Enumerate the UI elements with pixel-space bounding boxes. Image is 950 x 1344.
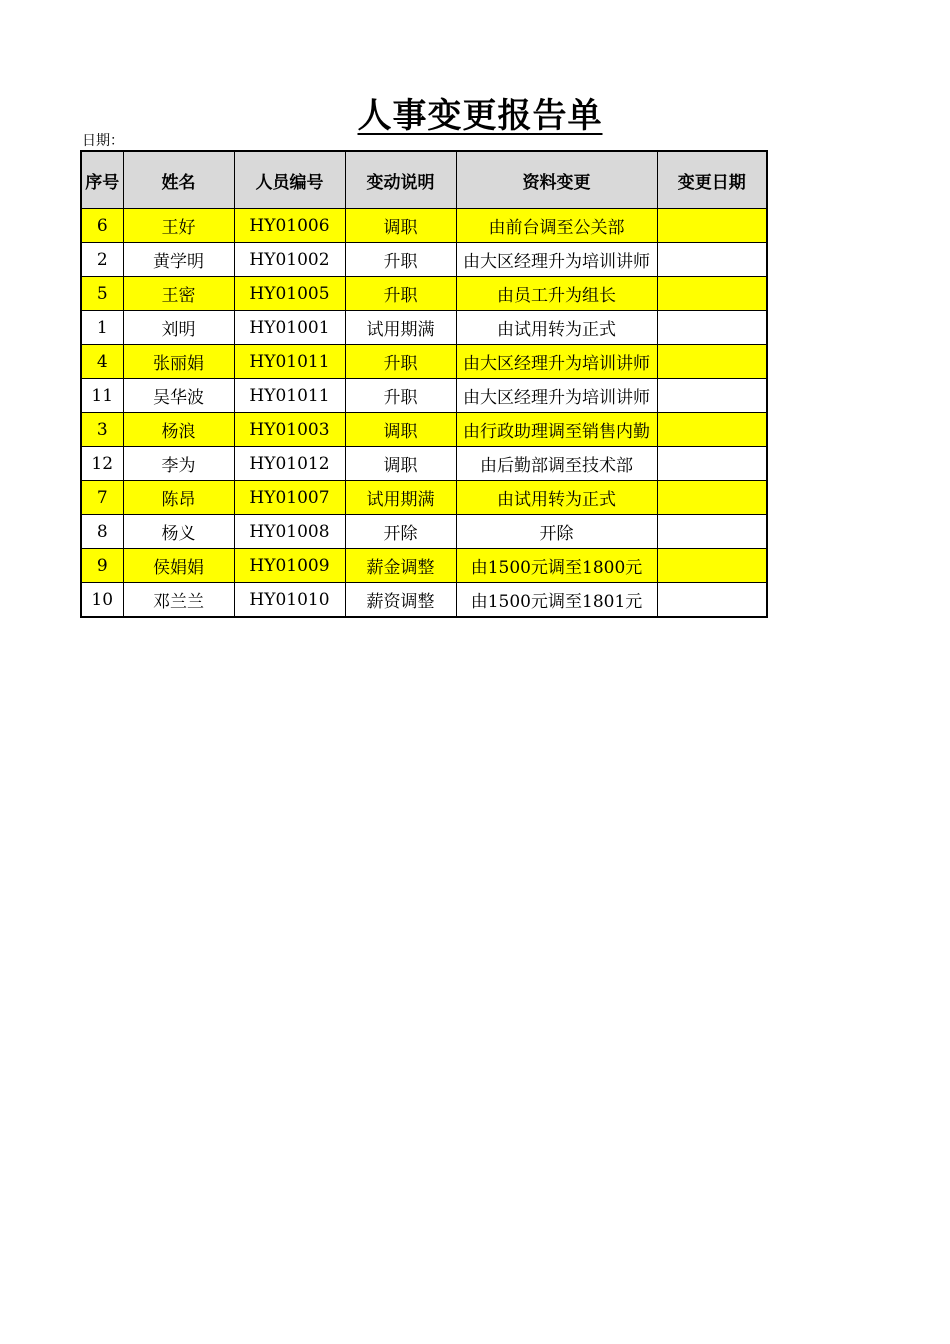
cell-name[interactable]: 杨义 <box>123 515 234 549</box>
cell-info-change[interactable]: 由行政助理调至销售内勤 <box>456 413 657 447</box>
cell-staff-id[interactable]: HY01008 <box>234 515 345 549</box>
cell-info-change[interactable]: 由试用转为正式 <box>456 481 657 515</box>
cell-name[interactable]: 陈昂 <box>123 481 234 515</box>
cell-staff-id[interactable]: HY01011 <box>234 379 345 413</box>
header-info-change[interactable]: 资料变更 <box>456 151 657 209</box>
table-row <box>81 379 767 413</box>
cell-info-change[interactable]: 由大区经理升为培训讲师 <box>456 243 657 277</box>
cell-name[interactable]: 邓兰兰 <box>123 583 234 618</box>
cell-seq[interactable]: 11 <box>81 379 123 413</box>
cell-name[interactable]: 黄学明 <box>123 243 234 277</box>
cell-info-change[interactable]: 由大区经理升为培训讲师 <box>456 345 657 379</box>
cell-change-date[interactable] <box>657 481 767 515</box>
table-row <box>81 243 767 277</box>
cell-seq[interactable]: 6 <box>81 209 123 243</box>
cell-info-change[interactable]: 由试用转为正式 <box>456 311 657 345</box>
cell-seq[interactable]: 3 <box>81 413 123 447</box>
cell-staff-id[interactable]: HY01011 <box>234 345 345 379</box>
cell-name[interactable]: 刘明 <box>123 311 234 345</box>
cell-change-date[interactable] <box>657 243 767 277</box>
cell-change-date[interactable] <box>657 583 767 618</box>
cell-name[interactable]: 李为 <box>123 447 234 481</box>
cell-change-type[interactable]: 开除 <box>345 515 456 549</box>
table-row <box>81 311 767 345</box>
personnel-change-table <box>80 150 768 618</box>
cell-info-change[interactable]: 由1500元调至1801元 <box>456 583 657 618</box>
table-row <box>81 209 767 243</box>
cell-info-change[interactable]: 由员工升为组长 <box>456 277 657 311</box>
cell-name[interactable]: 吴华波 <box>123 379 234 413</box>
table-row <box>81 549 767 583</box>
report-title-text: 人事变更报告单 <box>357 96 603 136</box>
cell-staff-id[interactable]: HY01005 <box>234 277 345 311</box>
header-staff-id[interactable]: 人员编号 <box>234 151 345 209</box>
cell-staff-id[interactable]: HY01003 <box>234 413 345 447</box>
cell-staff-id[interactable]: HY01002 <box>234 243 345 277</box>
cell-change-type[interactable]: 试用期满 <box>345 481 456 515</box>
cell-staff-id[interactable]: HY01010 <box>234 583 345 618</box>
cell-staff-id[interactable]: HY01006 <box>234 209 345 243</box>
cell-staff-id[interactable]: HY01001 <box>234 311 345 345</box>
table-row <box>81 515 767 549</box>
cell-info-change[interactable]: 开除 <box>456 515 657 549</box>
cell-name[interactable]: 王好 <box>123 209 234 243</box>
cell-seq[interactable]: 9 <box>81 549 123 583</box>
header-name[interactable]: 姓名 <box>123 151 234 209</box>
cell-name[interactable]: 杨浪 <box>123 413 234 447</box>
cell-change-type[interactable]: 升职 <box>345 379 456 413</box>
cell-info-change[interactable]: 由后勤部调至技术部 <box>456 447 657 481</box>
cell-change-type[interactable]: 薪金调整 <box>345 549 456 583</box>
cell-seq[interactable]: 10 <box>81 583 123 618</box>
cell-name[interactable]: 张丽娟 <box>123 345 234 379</box>
cell-change-date[interactable] <box>657 549 767 583</box>
cell-seq[interactable]: 4 <box>81 345 123 379</box>
date-label: 日期： <box>82 133 124 149</box>
cell-info-change[interactable]: 由1500元调至1800元 <box>456 549 657 583</box>
header-row <box>81 151 767 209</box>
cell-change-date[interactable] <box>657 447 767 481</box>
cell-seq[interactable]: 12 <box>81 447 123 481</box>
header-change-date[interactable]: 变更日期 <box>657 151 767 209</box>
cell-change-type[interactable]: 升职 <box>345 243 456 277</box>
cell-change-type[interactable]: 调职 <box>345 209 456 243</box>
cell-info-change[interactable]: 由前台调至公关部 <box>456 209 657 243</box>
cell-seq[interactable]: 2 <box>81 243 123 277</box>
cell-change-date[interactable] <box>657 311 767 345</box>
report-title <box>0 88 950 137</box>
cell-change-date[interactable] <box>657 345 767 379</box>
table-row <box>81 583 767 618</box>
cell-change-type[interactable]: 调职 <box>345 447 456 481</box>
cell-change-date[interactable] <box>657 413 767 447</box>
cell-change-date[interactable] <box>657 379 767 413</box>
cell-info-change[interactable]: 由大区经理升为培训讲师 <box>456 379 657 413</box>
table-row <box>81 413 767 447</box>
cell-change-type[interactable]: 升职 <box>345 345 456 379</box>
cell-change-date[interactable] <box>657 277 767 311</box>
cell-seq[interactable]: 8 <box>81 515 123 549</box>
cell-seq[interactable]: 5 <box>81 277 123 311</box>
table-row <box>81 277 767 311</box>
table-row <box>81 447 767 481</box>
cell-seq[interactable]: 7 <box>81 481 123 515</box>
cell-seq[interactable]: 1 <box>81 311 123 345</box>
cell-change-type[interactable]: 调职 <box>345 413 456 447</box>
cell-staff-id[interactable]: HY01012 <box>234 447 345 481</box>
cell-staff-id[interactable]: HY01009 <box>234 549 345 583</box>
header-seq[interactable]: 序号 <box>81 151 123 209</box>
cell-change-date[interactable] <box>657 209 767 243</box>
cell-change-type[interactable]: 升职 <box>345 277 456 311</box>
cell-change-date[interactable] <box>657 515 767 549</box>
cell-change-type[interactable]: 试用期满 <box>345 311 456 345</box>
header-change-type[interactable]: 变动说明 <box>345 151 456 209</box>
table-row <box>81 481 767 515</box>
cell-change-type[interactable]: 薪资调整 <box>345 583 456 618</box>
cell-name[interactable]: 侯娟娟 <box>123 549 234 583</box>
cell-name[interactable]: 王密 <box>123 277 234 311</box>
table-row <box>81 345 767 379</box>
cell-staff-id[interactable]: HY01007 <box>234 481 345 515</box>
